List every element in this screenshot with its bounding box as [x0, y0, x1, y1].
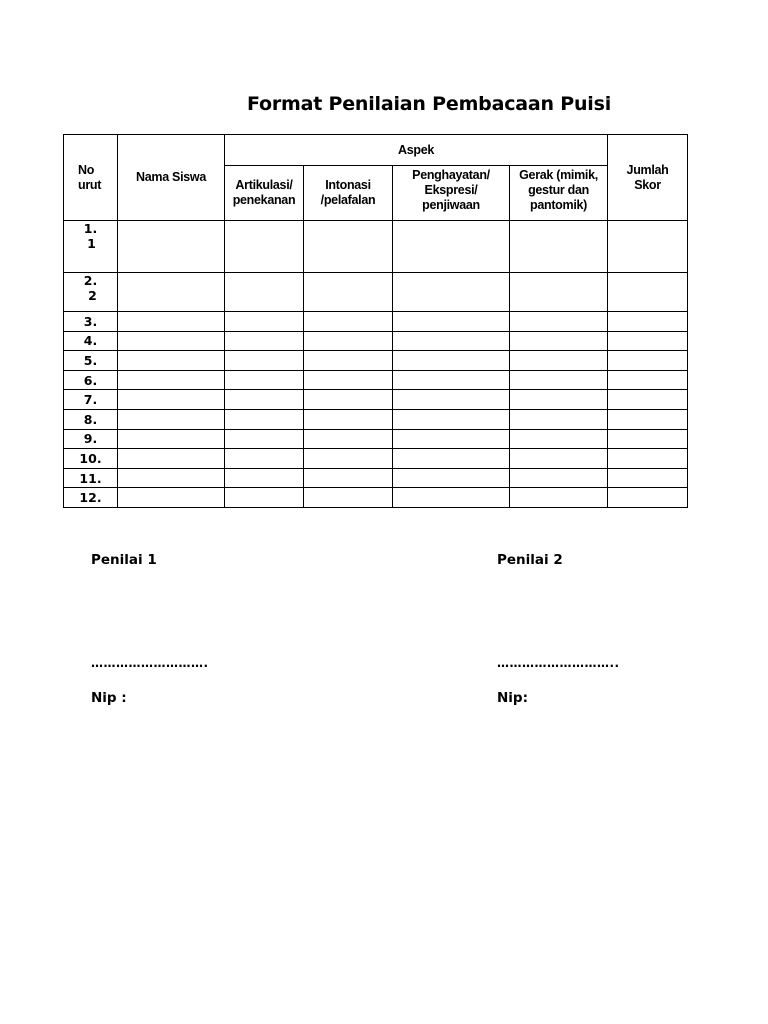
gerak-cell[interactable]	[510, 273, 608, 312]
penghayatan-cell[interactable]	[393, 331, 510, 351]
gerak-cell[interactable]	[510, 488, 608, 508]
intonasi-cell[interactable]	[304, 488, 393, 508]
intonasi-cell[interactable]	[304, 273, 393, 312]
jumlah-skor-cell[interactable]	[608, 273, 688, 312]
artikulasi-cell[interactable]	[225, 429, 304, 449]
jumlah-skor-cell[interactable]	[608, 390, 688, 410]
artikulasi-cell[interactable]	[225, 331, 304, 351]
nama-siswa-cell[interactable]	[118, 409, 225, 429]
jumlah-skor-cell[interactable]	[608, 351, 688, 371]
gerak-cell[interactable]	[510, 351, 608, 371]
gerak-cell[interactable]	[510, 370, 608, 390]
penilai-2-signature-line: ………………………..	[497, 656, 620, 670]
gerak-cell[interactable]	[510, 312, 608, 332]
penghayatan-cell[interactable]	[393, 449, 510, 469]
jumlah-skor-cell[interactable]	[608, 409, 688, 429]
table-row	[64, 273, 688, 312]
nama-siswa-cell[interactable]	[118, 273, 225, 312]
intonasi-cell[interactable]	[304, 370, 393, 390]
header-aspek: Aspek	[225, 135, 608, 166]
artikulasi-cell[interactable]	[225, 409, 304, 429]
penilai-2-label: Penilai 2	[497, 552, 563, 568]
penghayatan-cell[interactable]	[393, 390, 510, 410]
penghayatan-cell[interactable]	[393, 273, 510, 312]
row-number: 3.	[64, 312, 118, 332]
header-gerak: Gerak (mimik, gestur dan pantomik)	[510, 166, 608, 221]
penghayatan-cell[interactable]	[393, 468, 510, 488]
artikulasi-cell[interactable]	[225, 370, 304, 390]
penghayatan-cell[interactable]	[393, 409, 510, 429]
table-row	[64, 331, 688, 351]
penghayatan-cell[interactable]	[393, 351, 510, 371]
penghayatan-cell[interactable]	[393, 312, 510, 332]
nama-siswa-cell[interactable]	[118, 351, 225, 371]
nama-siswa-cell[interactable]	[118, 429, 225, 449]
header-intonasi: Intonasi /pelafalan	[304, 166, 393, 221]
jumlah-skor-cell[interactable]	[608, 370, 688, 390]
row-number: 7.	[64, 390, 118, 410]
nama-siswa-cell[interactable]	[118, 370, 225, 390]
intonasi-cell[interactable]	[304, 429, 393, 449]
intonasi-cell[interactable]	[304, 221, 393, 273]
intonasi-cell[interactable]	[304, 409, 393, 429]
intonasi-cell[interactable]	[304, 331, 393, 351]
header-penghayatan: Penghayatan/ Ekspresi/ penjiwaan	[393, 166, 510, 221]
penghayatan-cell[interactable]	[393, 221, 510, 273]
penghayatan-cell[interactable]	[393, 429, 510, 449]
table-row	[64, 221, 688, 273]
row-number: 2. 2	[64, 273, 118, 312]
penghayatan-cell[interactable]	[393, 370, 510, 390]
row-number: 1. 1	[64, 221, 118, 273]
nama-siswa-cell[interactable]	[118, 449, 225, 469]
table-row	[64, 351, 688, 371]
document-title: Format Penilaian Pembacaan Puisi	[246, 93, 612, 115]
penilai-1-nip: Nip :	[91, 690, 127, 706]
artikulasi-cell[interactable]	[225, 468, 304, 488]
artikulasi-cell[interactable]	[225, 221, 304, 273]
penilai-2-nip: Nip:	[497, 690, 528, 706]
row-number: 8.	[64, 409, 118, 429]
nama-siswa-cell[interactable]	[118, 488, 225, 508]
intonasi-cell[interactable]	[304, 449, 393, 469]
penilai-1-label: Penilai 1	[91, 552, 157, 568]
header-jumlah-skor: Jumlah Skor	[608, 135, 688, 221]
jumlah-skor-cell[interactable]	[608, 331, 688, 351]
row-number: 9.	[64, 429, 118, 449]
row-number: 12.	[64, 488, 118, 508]
intonasi-cell[interactable]	[304, 312, 393, 332]
gerak-cell[interactable]	[510, 449, 608, 469]
row-number: 6.	[64, 370, 118, 390]
header-no-urut: No urut	[64, 135, 118, 221]
row-number: 11.	[64, 468, 118, 488]
jumlah-skor-cell[interactable]	[608, 449, 688, 469]
gerak-cell[interactable]	[510, 331, 608, 351]
gerak-cell[interactable]	[510, 429, 608, 449]
artikulasi-cell[interactable]	[225, 390, 304, 410]
gerak-cell[interactable]	[510, 409, 608, 429]
jumlah-skor-cell[interactable]	[608, 221, 688, 273]
gerak-cell[interactable]	[510, 390, 608, 410]
nama-siswa-cell[interactable]	[118, 331, 225, 351]
table-row	[64, 409, 688, 429]
artikulasi-cell[interactable]	[225, 488, 304, 508]
jumlah-skor-cell[interactable]	[608, 468, 688, 488]
table-row	[64, 312, 688, 332]
table-row	[64, 390, 688, 410]
artikulasi-cell[interactable]	[225, 449, 304, 469]
jumlah-skor-cell[interactable]	[608, 312, 688, 332]
penilai-1-signature-line: ……………………….	[91, 656, 209, 670]
penghayatan-cell[interactable]	[393, 488, 510, 508]
nama-siswa-cell[interactable]	[118, 390, 225, 410]
row-number: 4.	[64, 331, 118, 351]
row-number: 5.	[64, 351, 118, 371]
header-nama-siswa: Nama Siswa	[118, 135, 225, 221]
nama-siswa-cell[interactable]	[118, 312, 225, 332]
assessment-table	[63, 134, 688, 508]
jumlah-skor-cell[interactable]	[608, 429, 688, 449]
artikulasi-cell[interactable]	[225, 312, 304, 332]
table-row	[64, 449, 688, 469]
header-artikulasi: Artikulasi/ penekanan	[225, 166, 304, 221]
intonasi-cell[interactable]	[304, 351, 393, 371]
table-row	[64, 370, 688, 390]
artikulasi-cell[interactable]	[225, 351, 304, 371]
intonasi-cell[interactable]	[304, 390, 393, 410]
table-row	[64, 429, 688, 449]
gerak-cell[interactable]	[510, 468, 608, 488]
gerak-cell[interactable]	[510, 221, 608, 273]
intonasi-cell[interactable]	[304, 468, 393, 488]
jumlah-skor-cell[interactable]	[608, 488, 688, 508]
row-number: 10.	[64, 449, 118, 469]
table-row	[64, 488, 688, 508]
nama-siswa-cell[interactable]	[118, 221, 225, 273]
artikulasi-cell[interactable]	[225, 273, 304, 312]
table-row	[64, 468, 688, 488]
nama-siswa-cell[interactable]	[118, 468, 225, 488]
